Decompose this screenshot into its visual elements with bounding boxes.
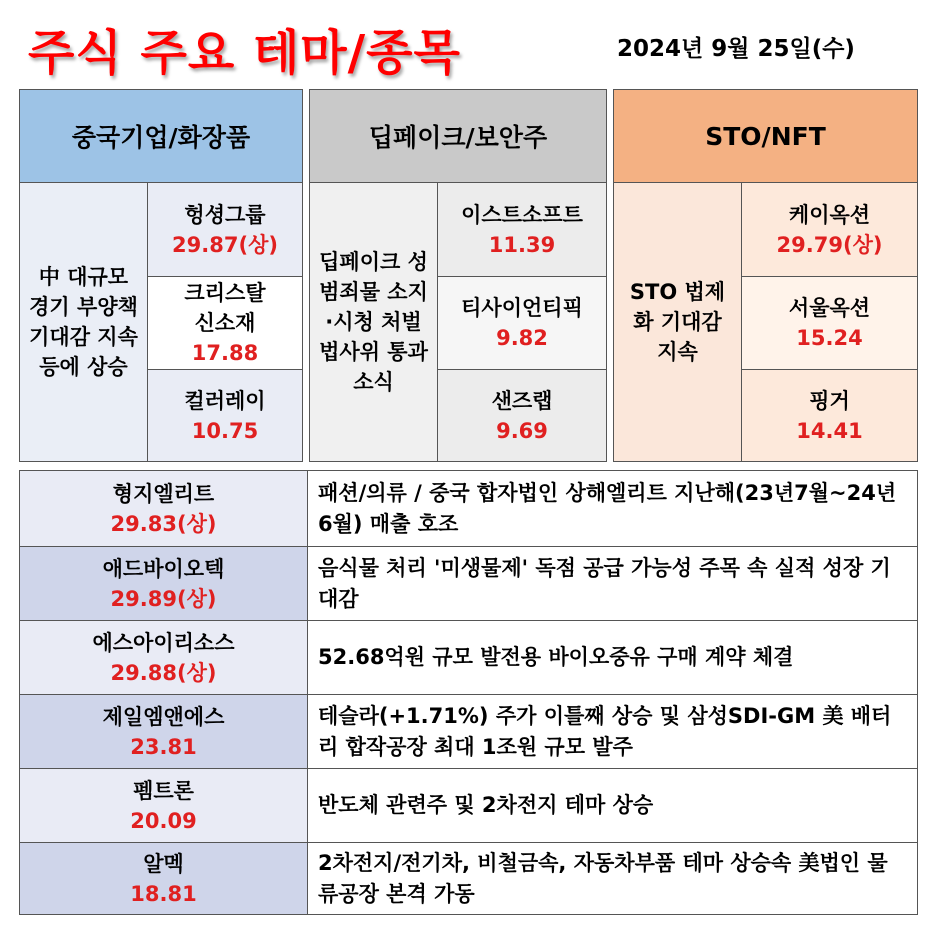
theme-title: 딥페이크/보안주 [310, 90, 606, 183]
theme-stock [742, 183, 917, 276]
stock-change: 18.81 [130, 881, 197, 906]
theme-description: STO 법제화 기대감 지속 [614, 183, 742, 461]
stock-name: 펨트론 [133, 778, 194, 803]
stock-name: 케이옥션 [788, 202, 871, 227]
stock-change: 23.81 [130, 734, 197, 759]
theme-stock [148, 369, 302, 461]
stock-name: 에스아이리소스 [92, 630, 235, 655]
stock-name: 핑거 [809, 388, 850, 413]
table-row [20, 546, 917, 620]
stock-change: 29.79(상) [776, 232, 883, 257]
theme-stock [148, 276, 302, 369]
stock-change: 9.82 [496, 326, 548, 350]
stock-change: 29.89(상) [110, 586, 217, 611]
page-title: 주식 주요 테마/종목 [28, 25, 461, 81]
stock-name: 헝셩그룹 [184, 202, 266, 227]
stock-name: 샌즈랩 [491, 388, 553, 413]
table-row [20, 620, 917, 694]
stock-name: 크리스탈 신소재 [184, 281, 266, 335]
theme-description: 中 대규모 경기 부양책 기대감 지속 등에 상승 [20, 183, 148, 461]
table-row [20, 768, 917, 842]
theme-card-deepfake-security [309, 89, 607, 462]
report-date: 2024년 9월 25일(수) [617, 36, 855, 62]
stock-name: 서울옥션 [788, 296, 871, 320]
stock-name: 형지엘리트 [112, 481, 215, 506]
stock-change: 29.87(상) [172, 232, 278, 257]
theme-title: 중국기업/화장품 [20, 90, 302, 183]
theme-stock [742, 276, 917, 369]
stock-change: 29.88(상) [110, 660, 217, 685]
stock-name: 컬러레이 [184, 388, 266, 413]
table-reason-cell: 패션/의류 / 중국 합자법인 상해엘리트 지난해(23년7월~24년6월) 매출 호조 [308, 471, 917, 546]
theme-stock [438, 183, 606, 276]
table-stock-cell [20, 769, 308, 842]
stock-change: 17.88 [191, 341, 259, 365]
table-reason-cell: 반도체 관련주 및 2차전지 테마 상승 [308, 769, 917, 842]
stock-change: 20.09 [130, 808, 197, 833]
stock-change: 9.69 [496, 418, 548, 443]
stock-name: 이스트소프트 [461, 202, 583, 227]
stock-change: 11.39 [488, 232, 556, 257]
theme-stock-list [148, 183, 302, 461]
theme-stock [438, 369, 606, 461]
table-row [20, 694, 917, 768]
table-reason-cell: 2차전지/전기차, 비철금속, 자동차부품 테마 상승속 美법인 물류공장 본격 가동 [308, 843, 917, 914]
table-reason-cell: 음식물 처리 '미생물제' 독점 공급 가능성 주목 속 실적 성장 기대감 [308, 547, 917, 620]
table-reason-cell: 테슬라(+1.71%) 주가 이틀째 상승 및 삼성SDI-GM 美 배터리 합작공장 최대 1조원 규모 발주 [308, 695, 917, 768]
theme-stock-list [742, 183, 917, 461]
stock-name: 알멕 [143, 851, 184, 876]
table-stock-cell [20, 547, 308, 620]
stock-change: 14.41 [796, 418, 863, 443]
stock-name: 제일엠앤에스 [102, 704, 225, 729]
theme-description: 딥페이크 성범죄물 소지·시청 처벌 법사위 통과 소식 [310, 183, 438, 461]
stock-reason-table [19, 470, 918, 915]
theme-stock-list [438, 183, 606, 461]
theme-card-sto-nft [613, 89, 918, 462]
stock-name: 애드바이오텍 [102, 556, 225, 581]
table-stock-cell [20, 843, 308, 914]
stock-change: 29.83(상) [110, 511, 217, 536]
theme-title: STO/NFT [614, 90, 917, 183]
theme-card-china-cosmetics [19, 89, 303, 462]
table-stock-cell [20, 471, 308, 546]
theme-stock [438, 276, 606, 369]
stock-name: 티사이언티픽 [461, 296, 583, 320]
stock-change: 15.24 [796, 326, 863, 350]
theme-stock [742, 369, 917, 461]
table-row [20, 842, 917, 914]
table-reason-cell: 52.68억원 규모 발전용 바이오중유 구매 계약 체결 [308, 621, 917, 694]
table-stock-cell [20, 621, 308, 694]
table-stock-cell [20, 695, 308, 768]
theme-stock [148, 183, 302, 276]
stock-change: 10.75 [191, 418, 259, 443]
table-row [20, 471, 917, 546]
